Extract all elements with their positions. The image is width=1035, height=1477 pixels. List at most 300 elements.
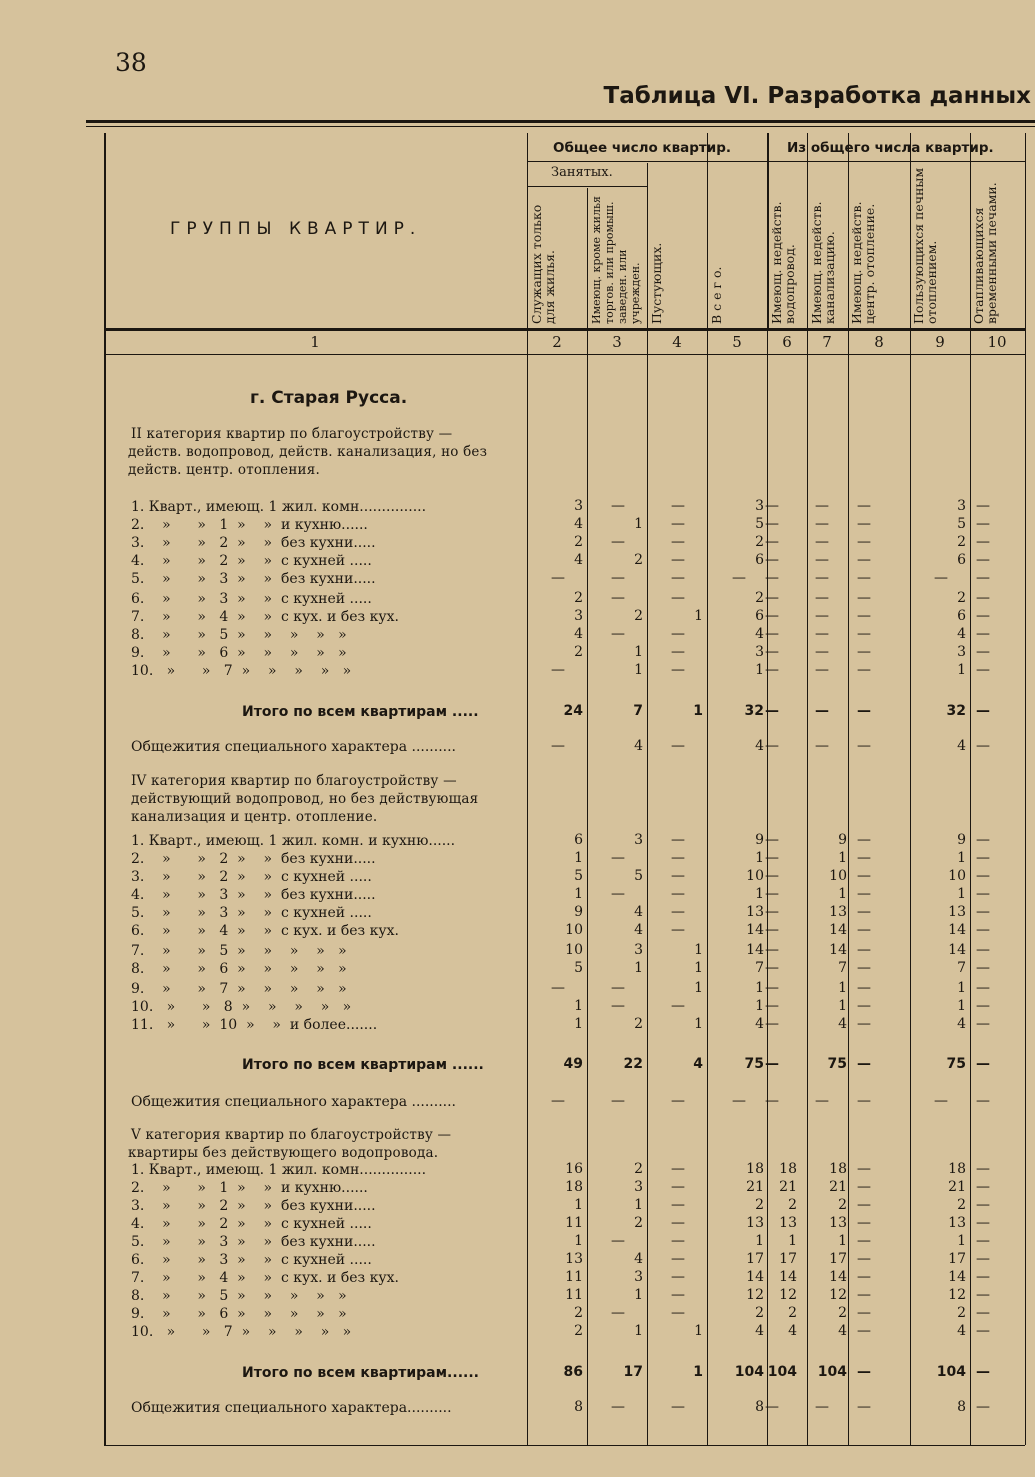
table-cell: 6: [755, 608, 764, 624]
table-cell: —: [976, 998, 990, 1014]
table-cell: 4: [957, 626, 966, 642]
table-cell: 2: [755, 1197, 764, 1213]
total-label: Итого по всем квартирам ......: [242, 1057, 484, 1073]
table-title: Таблица VI. Разработка данных: [603, 83, 1031, 109]
table-cell: —: [976, 1215, 990, 1231]
row-label: 2. » » 1 » » и кухню......: [131, 1180, 368, 1196]
table-cell: 5: [574, 868, 583, 884]
table-cell: 1: [957, 662, 966, 678]
table-cell: —: [976, 1287, 990, 1303]
table-cell: 75: [827, 1056, 847, 1072]
header-col-5: В с е г о.: [709, 266, 724, 324]
table-cell: —: [857, 1161, 871, 1177]
table-cell: —: [765, 662, 779, 678]
row-label: 9. » » 6 » » » » »: [131, 1306, 347, 1322]
table-cell: —: [671, 1179, 685, 1195]
table-cell: 2: [634, 552, 643, 568]
top-rule-thin: [86, 126, 1035, 127]
table-cell: 3: [634, 1179, 643, 1195]
row-label: 9. » » 6 » » » » »: [131, 645, 347, 661]
table-cell: —: [815, 498, 829, 514]
table-cell: —: [857, 552, 871, 568]
table-cell: 1: [634, 1323, 643, 1339]
column-number: 8: [874, 333, 884, 351]
table-cell: —: [815, 662, 829, 678]
row-label: 3. » » 2 » » без кухни.....: [131, 1198, 376, 1214]
table-cell: 4: [788, 1323, 797, 1339]
table-cell: —: [671, 662, 685, 678]
row-label: 2. » » 1 » » и кухню......: [131, 517, 368, 533]
table-cell: —: [976, 832, 990, 848]
table-cell: —: [671, 498, 685, 514]
table-cell: —: [671, 850, 685, 866]
table-cell: —: [815, 608, 829, 624]
table-cell: —: [611, 534, 625, 550]
table-cell: 2: [957, 590, 966, 606]
row-label: 3. » » 2 » » с кухней .....: [131, 869, 372, 885]
table-cell: 4: [574, 552, 583, 568]
table-cell: —: [671, 738, 685, 754]
table-cell: 24: [563, 703, 583, 719]
table-cell: 18: [565, 1179, 583, 1195]
table-cell: —: [765, 1093, 779, 1109]
table-cell: 4: [693, 1056, 703, 1072]
table-cell: —: [976, 960, 990, 976]
table-cell: 4: [574, 626, 583, 642]
table-cell: —: [611, 626, 625, 642]
table-cell: 4: [755, 1323, 764, 1339]
table-cell: —: [671, 922, 685, 938]
category-heading-line: действ. центр. отопления.: [128, 462, 320, 478]
row-label: 7. » » 5 » » » » »: [131, 943, 347, 959]
col-rule: [587, 188, 588, 1445]
table-cell: 1: [838, 998, 847, 1014]
table-cell: 4: [634, 922, 643, 938]
table-cell: 1: [574, 886, 583, 902]
table-cell: 4: [957, 1323, 966, 1339]
city-heading: г. Старая Русса.: [250, 388, 408, 408]
table-cell: 3: [634, 832, 643, 848]
category-heading-line: квартиры без действующего водопровода.: [128, 1145, 439, 1161]
table-cell: —: [765, 608, 779, 624]
table-cell: 1: [634, 662, 643, 678]
column-number: 9: [935, 333, 945, 351]
table-cell: 1: [694, 980, 703, 996]
table-cell: —: [765, 980, 779, 996]
table-cell: 3: [957, 498, 966, 514]
row-label: 9. » » 7 » » » » »: [131, 981, 347, 997]
table-cell: —: [551, 738, 565, 754]
table-cell: —: [857, 1215, 871, 1231]
row-label: 5. » » 3 » » без кухни.....: [131, 571, 376, 587]
table-cell: 2: [788, 1197, 797, 1213]
table-cell: —: [671, 1399, 685, 1415]
table-cell: 4: [755, 626, 764, 642]
table-cell: 104: [734, 1364, 764, 1380]
header-rule: [767, 161, 1025, 162]
table-cell: 3: [957, 644, 966, 660]
row-label: 10. » » 8 » » » » »: [131, 999, 352, 1015]
total-label: Итого по всем квартирам .....: [242, 704, 479, 720]
table-cell: 18: [746, 1161, 764, 1177]
category-heading-line: II категория квартир по благоустройству —: [131, 426, 453, 442]
table-cell: 3: [634, 1269, 643, 1285]
table-cell: —: [551, 1093, 565, 1109]
row-label: 8. » » 6 » » » » »: [131, 961, 347, 977]
table-cell: —: [671, 1269, 685, 1285]
table-cell: —: [815, 570, 829, 586]
table-cell: —: [815, 534, 829, 550]
table-cell: —: [857, 1251, 871, 1267]
table-cell: 18: [829, 1161, 847, 1177]
table-cell: 5: [755, 516, 764, 532]
table-cell: —: [857, 1233, 871, 1249]
table-cell: 1: [634, 1197, 643, 1213]
table-cell: 6: [574, 832, 583, 848]
table-cell: —: [976, 626, 990, 642]
header-rule: [527, 161, 767, 162]
table-cell: 1: [574, 1233, 583, 1249]
table-cell: 2: [957, 1197, 966, 1213]
table-cell: 1: [693, 703, 703, 719]
row-label: 10. » » 7 » » » » »: [131, 1324, 352, 1340]
table-cell: 8: [755, 1399, 764, 1415]
table-cell: —: [857, 570, 871, 586]
table-cell: —: [765, 516, 779, 532]
row-label: 1. Кварт., имеющ. 1 жил. комн. и кухню......: [131, 833, 456, 849]
table-cell: —: [551, 570, 565, 586]
table-cell: —: [976, 922, 990, 938]
table-cell: 32: [744, 703, 764, 719]
table-cell: —: [611, 850, 625, 866]
table-cell: 9: [574, 904, 583, 920]
table-cell: 14: [948, 1269, 966, 1285]
table-cell: —: [976, 608, 990, 624]
table-cell: —: [765, 626, 779, 642]
table-cell: —: [765, 922, 779, 938]
table-cell: —: [976, 498, 990, 514]
table-cell: 1: [838, 980, 847, 996]
table-cell: 11: [565, 1215, 583, 1231]
row-label: 3. » » 2 » » без кухни.....: [131, 535, 376, 551]
table-cell: —: [671, 1215, 685, 1231]
table-cell: —: [671, 534, 685, 550]
groups-label: ГРУППЫ КВАРТИР.: [170, 219, 422, 239]
header-col-9: Пользующихся печным отоплением.: [911, 167, 939, 324]
table-cell: 32: [946, 703, 966, 719]
row-label: 7. » » 4 » » с кух. и без кух.: [131, 609, 399, 625]
table-cell: —: [732, 1093, 746, 1109]
table-cell: 1: [694, 1323, 703, 1339]
table-cell: —: [976, 644, 990, 660]
table-cell: —: [857, 1016, 871, 1032]
table-cell: —: [671, 1161, 685, 1177]
table-cell: 12: [948, 1287, 966, 1303]
table-cell: —: [857, 608, 871, 624]
table-cell: 4: [755, 1016, 764, 1032]
col-rule: [1025, 133, 1026, 1445]
table-cell: 18: [948, 1161, 966, 1177]
table-cell: 3: [755, 498, 764, 514]
table-cell: 10: [746, 868, 764, 884]
table-cell: —: [815, 516, 829, 532]
table-cell: —: [611, 1233, 625, 1249]
table-cell: 21: [779, 1179, 797, 1195]
table-cell: 2: [574, 534, 583, 550]
table-cell: —: [857, 904, 871, 920]
column-number: 3: [612, 333, 622, 351]
row-label: 4. » » 3 » » без кухни.....: [131, 887, 376, 903]
table-cell: 2: [957, 534, 966, 550]
table-cell: 14: [948, 942, 966, 958]
table-cell: 14: [779, 1269, 797, 1285]
table-cell: —: [671, 886, 685, 902]
table-cell: 1: [574, 1197, 583, 1213]
table-cell: 2: [574, 1323, 583, 1339]
table-cell: 2: [838, 1305, 847, 1321]
table-cell: 13: [829, 904, 847, 920]
table-cell: —: [857, 703, 871, 719]
table-cell: —: [976, 662, 990, 678]
table-cell: —: [857, 1056, 871, 1072]
table-cell: 7: [633, 703, 643, 719]
table-cell: 1: [634, 516, 643, 532]
header-col-4: Пустующих.: [649, 242, 664, 324]
top-rule-thick: [86, 120, 1035, 123]
table-cell: —: [551, 662, 565, 678]
table-cell: 16: [565, 1161, 583, 1177]
table-cell: 3: [634, 942, 643, 958]
table-cell: 86: [563, 1364, 583, 1380]
table-cell: —: [857, 1093, 871, 1109]
table-cell: —: [857, 1305, 871, 1321]
table-cell: —: [815, 738, 829, 754]
table-cell: 17: [948, 1251, 966, 1267]
category-heading-line: действующий водопровод, но без действующая: [131, 791, 479, 807]
table-cell: —: [976, 980, 990, 996]
table-cell: 8: [574, 1399, 583, 1415]
table-cell: 3: [574, 608, 583, 624]
table-cell: —: [857, 1323, 871, 1339]
table-cell: 14: [746, 942, 764, 958]
table-cell: 13: [948, 904, 966, 920]
table-cell: 1: [957, 886, 966, 902]
table-cell: 1: [694, 942, 703, 958]
table-cell: —: [671, 868, 685, 884]
table-cell: 1: [694, 960, 703, 976]
column-number: 2: [552, 333, 562, 351]
header-col-8: Имеющ. недейств. центр. отопление.: [849, 201, 877, 324]
category-heading-line: V категория квартир по благоустройству —: [131, 1127, 452, 1143]
row-label: 6. » » 4 » » с кух. и без кух.: [131, 923, 399, 939]
dormitory-label: Общежития специального характера ..........: [131, 1094, 456, 1110]
table-cell: —: [671, 832, 685, 848]
table-cell: —: [765, 1016, 779, 1032]
table-cell: 104: [817, 1364, 847, 1380]
table-cell: 14: [829, 922, 847, 938]
table-cell: —: [934, 570, 948, 586]
table-cell: 1: [755, 1233, 764, 1249]
column-number: 4: [672, 333, 682, 351]
table-cell: —: [976, 1269, 990, 1285]
header-rule: [527, 186, 647, 187]
table-cell: —: [857, 886, 871, 902]
table-cell: —: [857, 832, 871, 848]
row-label: 2. » » 2 » » без кухни.....: [131, 851, 376, 867]
dormitory-label: Общежития специального характера ..........: [131, 739, 456, 755]
table-cell: —: [671, 644, 685, 660]
table-cell: —: [976, 1179, 990, 1195]
table-cell: 10: [948, 868, 966, 884]
table-cell: —: [611, 570, 625, 586]
table-cell: —: [765, 886, 779, 902]
category-heading-line: действ. водопровод, действ. канализация, но без: [128, 444, 488, 460]
table-cell: 13: [779, 1215, 797, 1231]
column-number: 1: [310, 333, 320, 351]
table-cell: —: [857, 626, 871, 642]
table-cell: 10: [829, 868, 847, 884]
table-cell: —: [671, 1305, 685, 1321]
table-cell: —: [976, 868, 990, 884]
table-cell: —: [976, 1161, 990, 1177]
table-cell: —: [815, 1399, 829, 1415]
table-cell: 11: [565, 1287, 583, 1303]
table-cell: —: [611, 498, 625, 514]
table-cell: 2: [574, 644, 583, 660]
table-cell: —: [671, 516, 685, 532]
table-cell: 1: [755, 850, 764, 866]
row-label: 1. Кварт., имеющ. 1 жил. комн...............: [131, 1162, 427, 1178]
of-total-header: Из общего числа квартир.: [787, 140, 994, 156]
table-cell: —: [671, 904, 685, 920]
table-cell: 1: [574, 998, 583, 1014]
total-flats-header: Общее число квартир.: [553, 140, 731, 156]
table-cell: —: [765, 552, 779, 568]
table-cell: 1: [957, 980, 966, 996]
table-cell: 8: [957, 1399, 966, 1415]
table-cell: 3: [755, 644, 764, 660]
table-cell: —: [857, 868, 871, 884]
table-cell: —: [976, 1093, 990, 1109]
table-cell: —: [611, 980, 625, 996]
header-col-3: Имеющ. кроме жилья торгов. или промыш. заведен. или учрежден.: [590, 196, 642, 324]
row-label: 8. » » 5 » » » » »: [131, 627, 347, 643]
row-label: 11. » » 10 » » и более.......: [131, 1017, 378, 1033]
table-cell: 12: [779, 1287, 797, 1303]
table-cell: —: [976, 886, 990, 902]
table-cell: —: [671, 998, 685, 1014]
table-cell: —: [765, 498, 779, 514]
row-label: 8. » » 5 » » » » »: [131, 1288, 347, 1304]
table-cell: 1: [957, 998, 966, 1014]
header-col-6: Имеющ. недейств. водопровод.: [769, 201, 797, 324]
table-cell: 21: [829, 1179, 847, 1195]
table-cell: —: [857, 980, 871, 996]
table-cell: 1: [634, 644, 643, 660]
row-label: 1. Кварт., имеющ. 1 жил. комн...............: [131, 499, 427, 515]
table-cell: —: [857, 1197, 871, 1213]
table-cell: 2: [574, 1305, 583, 1321]
table-cell: —: [611, 590, 625, 606]
occupied-header: Занятых.: [551, 165, 613, 180]
table-cell: 13: [829, 1215, 847, 1231]
table-cell: —: [671, 626, 685, 642]
table-cell: —: [857, 922, 871, 938]
table-cell: —: [815, 644, 829, 660]
table-cell: —: [765, 1399, 779, 1415]
table-bottom-rule: [104, 1445, 1025, 1446]
row-label: 4. » » 2 » » с кухней .....: [131, 553, 372, 569]
table-cell: 17: [779, 1251, 797, 1267]
column-number: 5: [732, 333, 742, 351]
table-cell: —: [857, 662, 871, 678]
table-cell: —: [857, 1364, 871, 1380]
table-cell: —: [815, 1093, 829, 1109]
table-cell: 22: [623, 1056, 643, 1072]
table-cell: —: [976, 552, 990, 568]
table-cell: 9: [957, 832, 966, 848]
table-cell: 2: [634, 1016, 643, 1032]
table-cell: 49: [563, 1056, 583, 1072]
table-cell: —: [551, 980, 565, 996]
table-cell: —: [611, 1305, 625, 1321]
row-label: 6. » » 3 » » с кухней .....: [131, 591, 372, 607]
table-cell: —: [857, 1179, 871, 1195]
table-cell: 2: [634, 1215, 643, 1231]
table-cell: 17: [829, 1251, 847, 1267]
table-cell: 1: [574, 1016, 583, 1032]
table-cell: 10: [565, 942, 583, 958]
table-cell: 9: [838, 832, 847, 848]
table-cell: 4: [957, 738, 966, 754]
row-label: 6. » » 3 » » с кухней .....: [131, 1252, 372, 1268]
table-cell: 104: [936, 1364, 966, 1380]
table-cell: —: [765, 904, 779, 920]
table-cell: 4: [634, 1251, 643, 1267]
table-cell: —: [976, 1016, 990, 1032]
table-cell: 1: [838, 886, 847, 902]
table-cell: 1: [634, 960, 643, 976]
col-rule: [647, 163, 648, 1445]
table-cell: —: [976, 942, 990, 958]
table-cell: —: [671, 590, 685, 606]
table-cell: 75: [744, 1056, 764, 1072]
table-cell: —: [815, 626, 829, 642]
table-cell: 21: [746, 1179, 764, 1195]
column-number: 6: [782, 333, 792, 351]
table-cell: 2: [574, 590, 583, 606]
table-cell: 1: [838, 1233, 847, 1249]
table-cell: —: [765, 738, 779, 754]
table-cell: 2: [838, 1197, 847, 1213]
table-cell: 13: [948, 1215, 966, 1231]
table-cell: —: [976, 1251, 990, 1267]
table-cell: 75: [946, 1056, 966, 1072]
table-cell: —: [976, 1305, 990, 1321]
table-cell: —: [976, 516, 990, 532]
table-cell: 18: [779, 1161, 797, 1177]
table-cell: —: [857, 534, 871, 550]
table-cell: —: [611, 886, 625, 902]
table-cell: —: [976, 590, 990, 606]
table-cell: 1: [755, 980, 764, 996]
table-cell: 2: [957, 1305, 966, 1321]
header-bottom-rule: [104, 328, 1025, 331]
table-cell: —: [671, 1093, 685, 1109]
table-cell: 1: [957, 850, 966, 866]
dormitory-label: Общежития специального характера..........: [131, 1400, 452, 1416]
table-cell: —: [857, 1287, 871, 1303]
